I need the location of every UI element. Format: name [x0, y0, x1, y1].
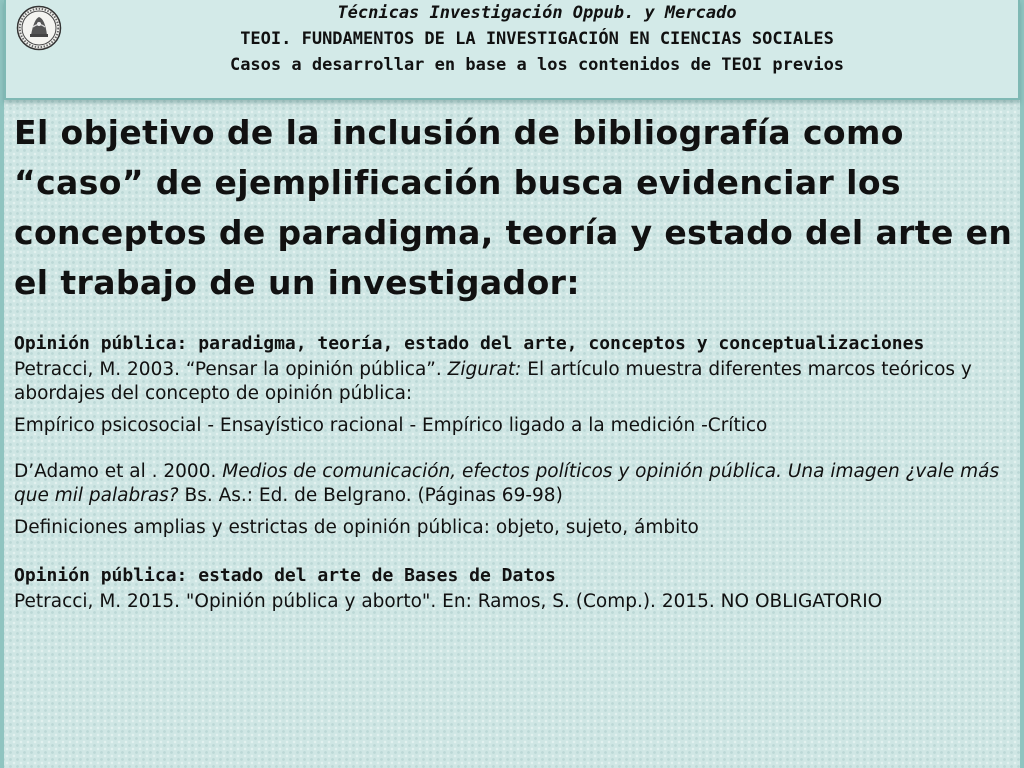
slide-header — [4, 0, 1020, 100]
reference-dadamo-2000 — [14, 460, 1014, 508]
section-heading-databases: Opinión pública: estado del arte de Bases de Datos — [14, 565, 556, 586]
ref-journal: Zigurat: — [447, 359, 522, 380]
ref-publisher: Bs. As.: Ed. de Belgrano. (Páginas 69-98) — [178, 485, 563, 506]
header-subtitle: Casos a desarrollar en base a los contenidos de TEOI previos — [229, 55, 845, 75]
definitions-line: Definiciones amplias y estrictas de opinión pública: objeto, sujeto, ámbito — [14, 517, 699, 538]
reference-petracci-2003 — [14, 358, 1014, 406]
section-databases — [14, 562, 1014, 614]
main-title: El objetivo de la inclusión de bibliografía como “caso” de ejemplificación busca evidenciar los conceptos de paradigma, teoría y estado del arte en el trabajo de un investigador: — [14, 113, 1013, 302]
ref-description: El artículo muestra diferentes marcos teóricos y abordajes del concepto de opinión pública: — [14, 359, 972, 404]
header-course-title: Técnicas Investigación Oppub. y Mercado — [337, 3, 737, 23]
ref-author: D’Adamo et al . 2000. — [14, 461, 223, 482]
reference-petracci-2015: Petracci, M. 2015. "Opinión pública y aborto". En: Ramos, S. (Comp.). 2015. NO OBLIGATORIO — [14, 591, 883, 612]
ref-author: Petracci, M. 2003. “Pensar la opinión pública”. — [14, 359, 448, 380]
section-heading-paradigm: Opinión pública: paradigma, teoría, estado del arte, conceptos y conceptualizaciones — [14, 333, 925, 354]
section-paradigm — [14, 330, 1014, 540]
approaches-list: Empírico psicosocial - Ensayístico racional - Empírico ligado a la medición -Crítico — [14, 415, 768, 436]
university-seal-logo — [16, 5, 62, 51]
ref-title: Medios de comunicación, efectos políticos y opinión pública. Una imagen ¿vale más que mil palabras? — [14, 461, 1000, 506]
slide-content — [14, 108, 1014, 614]
header-subject-title: TEOI. FUNDAMENTOS DE LA INVESTIGACIÓN EN CIENCIAS SOCIALES — [240, 29, 834, 49]
